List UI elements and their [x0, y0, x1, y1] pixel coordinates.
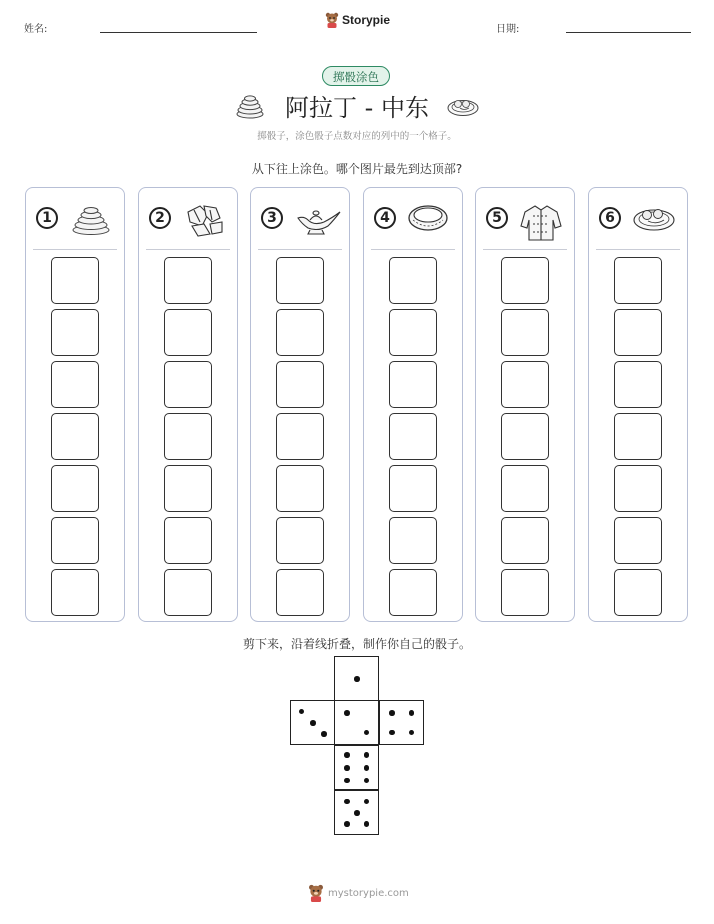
- coins-pile-icon: [69, 202, 113, 236]
- die-pip: [364, 752, 370, 758]
- color-cell[interactable]: [501, 413, 549, 460]
- die-pip: [354, 676, 360, 682]
- die-face-6: [334, 745, 379, 790]
- column-divider: [146, 249, 230, 250]
- color-cell[interactable]: [614, 465, 662, 512]
- date-label: 日期:: [496, 24, 520, 35]
- color-cell[interactable]: [614, 569, 662, 616]
- die-pip: [321, 731, 327, 737]
- color-cell[interactable]: [614, 413, 662, 460]
- footer: [308, 884, 409, 902]
- brand-logo: [325, 12, 390, 28]
- color-cell[interactable]: [501, 361, 549, 408]
- column-number: 5: [486, 207, 508, 229]
- die-face-3: [290, 700, 335, 745]
- die-pip: [364, 799, 370, 805]
- bear-mascot-icon: [308, 884, 324, 902]
- color-cell[interactable]: [276, 517, 324, 564]
- color-cell[interactable]: [51, 569, 99, 616]
- color-cell[interactable]: [276, 361, 324, 408]
- color-cell[interactable]: [51, 517, 99, 564]
- column-number: 4: [374, 207, 396, 229]
- die-pip: [344, 710, 350, 716]
- color-cell[interactable]: [389, 465, 437, 512]
- color-cell[interactable]: [276, 569, 324, 616]
- race-instruction: 从下往上涂色。哪个图片最先到达顶部?: [251, 162, 463, 176]
- column-1: [25, 187, 125, 622]
- robe-icon: [519, 202, 563, 242]
- color-cell[interactable]: [389, 257, 437, 304]
- color-cell[interactable]: [389, 569, 437, 616]
- column-5: [475, 187, 575, 622]
- footer-url[interactable]: mystorypie.com: [328, 887, 409, 899]
- color-cell[interactable]: [276, 309, 324, 356]
- food-plate-icon: [447, 95, 479, 117]
- die-face-5: [334, 790, 379, 835]
- color-cell[interactable]: [614, 309, 662, 356]
- die-pip: [409, 710, 415, 716]
- column-number: 6: [599, 207, 621, 229]
- color-cell[interactable]: [501, 569, 549, 616]
- magic-lamp-icon: [294, 202, 342, 236]
- color-cell[interactable]: [51, 413, 99, 460]
- date-line[interactable]: [566, 32, 691, 33]
- die-pip: [364, 730, 370, 736]
- bracelet-icon: [407, 202, 449, 234]
- die-face-2: [334, 700, 379, 745]
- color-cell[interactable]: [614, 361, 662, 408]
- page-subtitle: 掷骰子，涂色骰子点数对应的列中的一个格子。: [257, 131, 457, 142]
- color-cell[interactable]: [614, 257, 662, 304]
- column-3: [250, 187, 350, 622]
- food-plate-icon: [632, 202, 676, 234]
- die-pip: [344, 778, 350, 784]
- name-line[interactable]: [100, 32, 257, 33]
- color-cell[interactable]: [501, 465, 549, 512]
- die-pip: [364, 778, 370, 784]
- color-cell[interactable]: [501, 257, 549, 304]
- die-face-1: [334, 656, 379, 701]
- die-pip: [344, 752, 350, 758]
- color-cell[interactable]: [614, 517, 662, 564]
- die-pip: [409, 730, 415, 736]
- die-pip: [389, 730, 395, 736]
- color-cell[interactable]: [164, 517, 212, 564]
- die-pip: [344, 765, 350, 771]
- bear-mascot-icon: [325, 12, 339, 28]
- color-cell[interactable]: [276, 413, 324, 460]
- column-6: [588, 187, 688, 622]
- color-cell[interactable]: [276, 257, 324, 304]
- column-divider: [483, 249, 567, 250]
- column-number: 2: [149, 207, 171, 229]
- name-label: 姓名:: [24, 24, 48, 35]
- gems-icon: [182, 202, 226, 238]
- color-cell[interactable]: [389, 309, 437, 356]
- column-divider: [596, 249, 680, 250]
- activity-badge: 掷骰涂色: [322, 66, 390, 86]
- color-cell[interactable]: [389, 517, 437, 564]
- die-face-4: [379, 700, 424, 745]
- die-pip: [344, 799, 350, 805]
- color-cell[interactable]: [164, 465, 212, 512]
- color-cell[interactable]: [501, 517, 549, 564]
- color-cell[interactable]: [389, 361, 437, 408]
- column-4: [363, 187, 463, 622]
- column-divider: [33, 249, 117, 250]
- column-number: 1: [36, 207, 58, 229]
- color-cell[interactable]: [51, 361, 99, 408]
- die-pip: [389, 710, 395, 716]
- brand-text: Storypie: [342, 13, 391, 27]
- die-pip: [344, 821, 350, 827]
- die-pip: [354, 810, 360, 816]
- column-2: [138, 187, 238, 622]
- color-cell[interactable]: [389, 413, 437, 460]
- color-cell[interactable]: [164, 257, 212, 304]
- column-divider: [258, 249, 342, 250]
- color-cell[interactable]: [164, 361, 212, 408]
- color-cell[interactable]: [501, 309, 549, 356]
- die-instruction: 剪下来，沿着线折叠，制作你自己的骰子。: [242, 637, 471, 651]
- die-pip: [299, 709, 305, 715]
- die-pip: [364, 765, 370, 771]
- color-cell[interactable]: [276, 465, 324, 512]
- color-cell[interactable]: [164, 309, 212, 356]
- column-number: 3: [261, 207, 283, 229]
- color-cell[interactable]: [51, 465, 99, 512]
- color-cell[interactable]: [164, 569, 212, 616]
- color-cell[interactable]: [164, 413, 212, 460]
- color-cell[interactable]: [51, 257, 99, 304]
- column-divider: [371, 249, 455, 250]
- color-cell[interactable]: [51, 309, 99, 356]
- die-pip: [310, 720, 316, 726]
- die-pip: [364, 821, 370, 827]
- page-title: 阿拉丁 - 中东: [285, 94, 429, 122]
